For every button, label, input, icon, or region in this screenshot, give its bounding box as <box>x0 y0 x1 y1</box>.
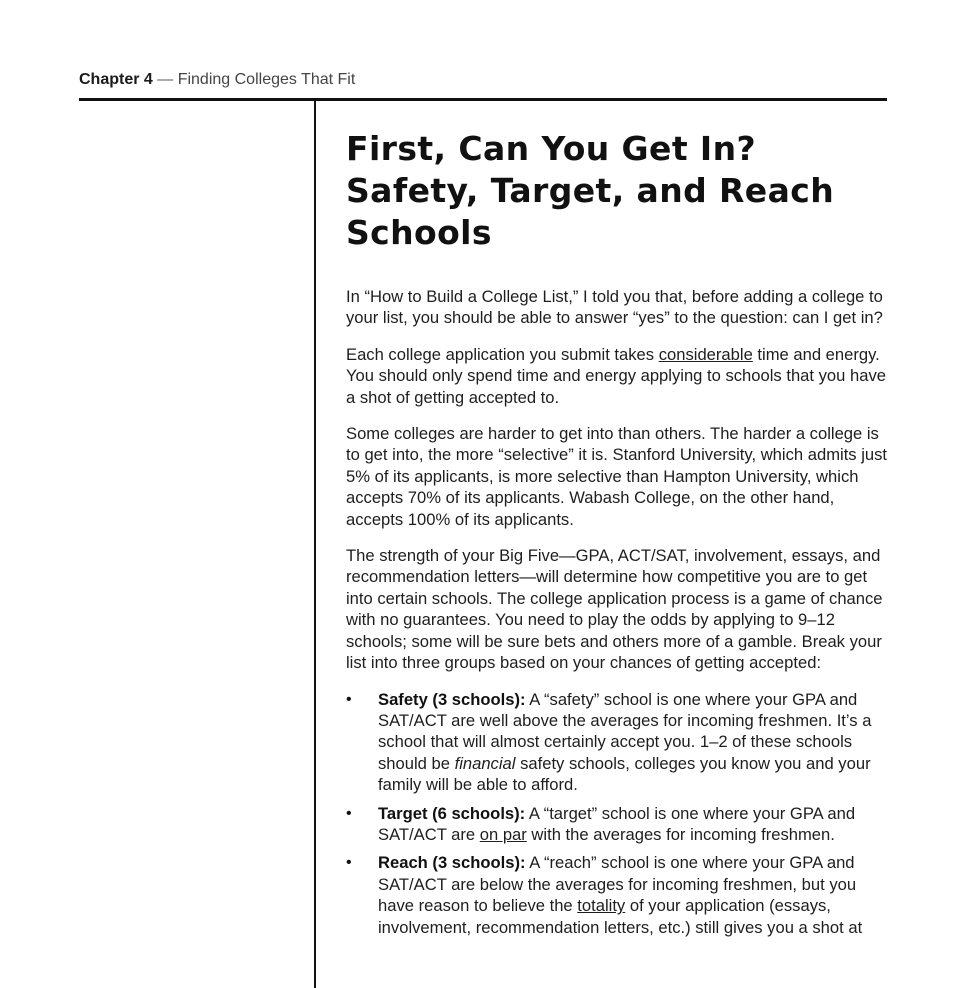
list-item-text: of your application (essays, involvement, recommendation letters, etc.) still gives you a shot at <box>378 896 863 937</box>
bullet-marker: • <box>346 690 352 708</box>
header-rule <box>79 98 887 101</box>
chapter-title: Finding Colleges That Fit <box>177 71 356 88</box>
running-head-separator: — <box>157 71 174 88</box>
list-item-text: A “target” school is one where your GPA and SAT/ACT are <box>378 803 856 844</box>
list-item-text: A “safety” school is one where your GPA and SAT/ACT are well above the averages for incoming freshmen. It’s a school that will almost certainly accept you. 1–2 of these schools should be <box>378 689 872 773</box>
paragraph-text: Each college application you submit takes <box>346 344 659 364</box>
list-item-target <box>346 803 888 846</box>
margin-rule <box>314 99 316 988</box>
list-item-term: Reach (3 schools): <box>378 853 526 873</box>
chapter-label: Chapter 4 <box>79 71 153 88</box>
list-item-term: Safety (3 schools): <box>378 689 526 709</box>
section-title-line-3: Schools <box>346 213 492 252</box>
section-title-line-1: First, Can You Get In? <box>346 129 757 168</box>
running-head <box>79 71 355 89</box>
paragraph-big-five: The strength of your Big Five—GPA, ACT/SAT, involvement, essays, and recommendation letters—will determine how competitive you are to get into certain schools. The college application process is a game of chance with no guarantees. You need to play the odds by applying to 9–12 schools; some will be sure bets and others more of a gamble. Break your list into three groups based on your chances of getting accepted: <box>346 546 883 673</box>
paragraph-text: time and energy. You should only spend time and energy applying to schools that you have a shot of getting accepted to. <box>346 344 886 407</box>
page-content <box>346 128 888 945</box>
list-item-text: safety schools, colleges you know you and your family will be able to afford. <box>378 753 871 795</box>
underlined-word: considerable <box>658 344 753 364</box>
section-title <box>346 128 888 254</box>
bullet-marker: • <box>346 804 352 822</box>
italic-word: financial <box>454 753 516 773</box>
list-item-term: Target (6 schools): <box>378 803 526 823</box>
list-item-text: A “reach” school is one where your GPA and SAT/ACT are below the averages for incoming freshmen, but you have reason to believe the <box>378 853 857 916</box>
section-title-line-2: Safety, Target, and Reach <box>346 171 835 210</box>
list-item-text: with the averages for incoming freshmen. <box>526 824 835 844</box>
school-category-list <box>346 689 888 938</box>
underlined-word: totality <box>577 896 626 916</box>
paragraph-time-energy <box>346 344 888 408</box>
bullet-marker: • <box>346 854 352 872</box>
paragraph-intro: In “How to Build a College List,” I told you that, before adding a college to your list, you should be able to answer “yes” to the question: can I get in? <box>346 287 883 328</box>
list-item-reach <box>346 852 888 938</box>
paragraph-selectivity: Some colleges are harder to get into than others. The harder a college is to get into, the more “selective” it is. Stanford University, which admits just 5% of its applicants, is more selective than Hampton University, which accepts 70% of its applicants. Wabash College, on the other hand, accepts 100% of its applicants. <box>346 424 888 529</box>
list-item-safety <box>346 689 888 796</box>
underlined-word: on par <box>479 824 527 844</box>
